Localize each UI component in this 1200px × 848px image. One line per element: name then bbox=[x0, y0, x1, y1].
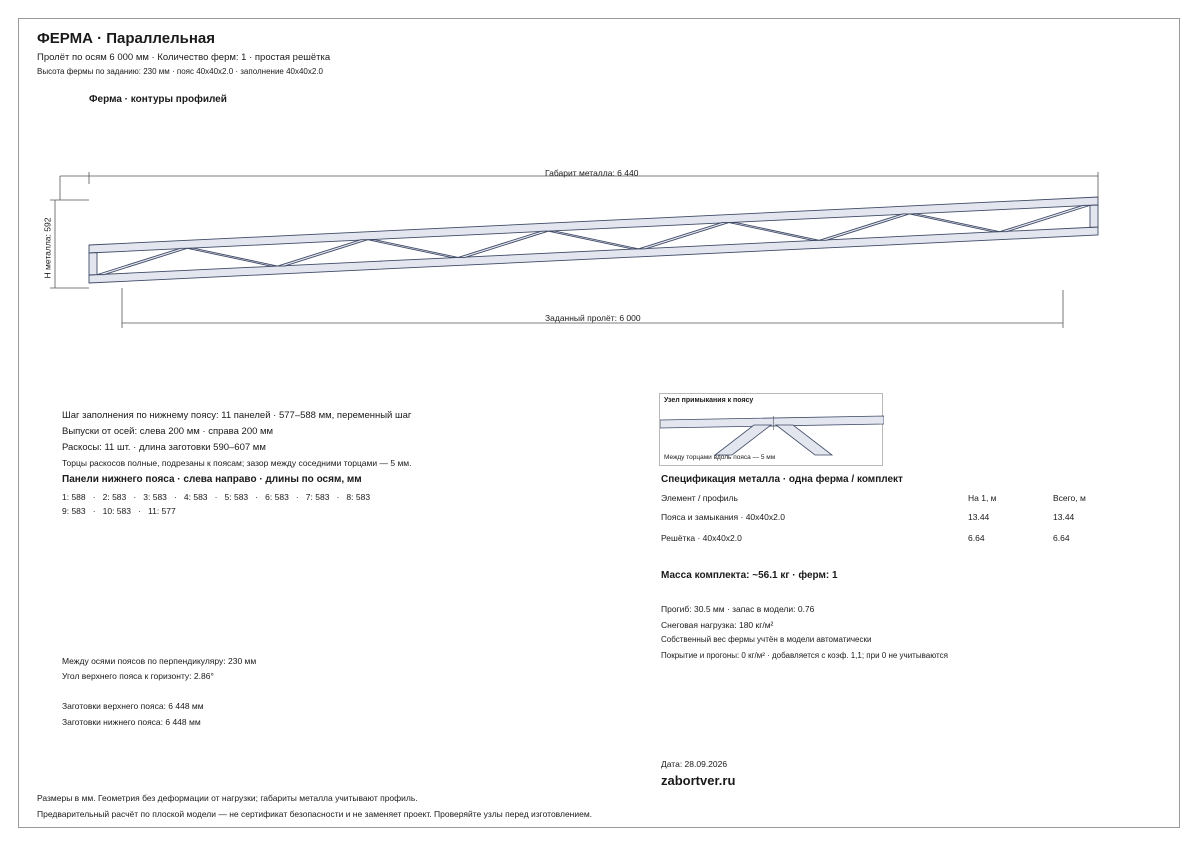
top-chord-blanks: Заготовки верхнего пояса: 6 448 мм bbox=[62, 701, 204, 711]
spec-title: Спецификация металла · одна ферма / комплект bbox=[661, 474, 903, 485]
right-end-post bbox=[1090, 205, 1098, 227]
load-line-4: Покрытие и прогоны: 0 кг/м² · добавляется с коэф. 1,1; при 0 не учитываются bbox=[661, 651, 948, 660]
footer-note-2: Предварительный расчёт по плоской модели — не сертификат безопасности и не заменяет проект. Проверяйте узлы перед изготовлением. bbox=[37, 809, 593, 819]
header-line-1: Пролёт по осям 6 000 мм · Количество ферм: 1 · простая решётка bbox=[37, 52, 331, 63]
load-line-2: Снеговая нагрузка: 180 кг/м² bbox=[661, 620, 774, 630]
top-chord bbox=[89, 197, 1098, 253]
spec-row-lattice-name: Решётка · 40х40х2.0 bbox=[661, 533, 742, 543]
kit-mass: Масса комплекта: ~56.1 кг · ферм: 1 bbox=[661, 570, 838, 581]
bottom-chord-blanks: Заготовки нижнего пояса: 6 448 мм bbox=[62, 717, 201, 727]
panels-row-1: 1: 588 · 2: 583 · 3: 583 · 4: 583 · 5: 583 · 6: 583 · 7: 583 · 8: 583 bbox=[62, 492, 371, 502]
header-line-2: Высота фермы по заданию: 230 мм · пояс 40х40х2.0 · заполнение 40х40х2.0 bbox=[37, 67, 323, 76]
site-name: zabortver.ru bbox=[661, 773, 736, 788]
info-line-4: Торцы раскосов полные, подрезаны к поясам; зазор между соседними торцами — 5 мм. bbox=[62, 458, 412, 468]
left-end-post bbox=[89, 253, 97, 275]
overall-dimension-label: Габарит металла: 6 440 bbox=[545, 168, 639, 178]
info-line-1: Шаг заполнения по нижнему поясу: 11 панелей · 577–588 мм, переменный шаг bbox=[62, 410, 412, 421]
lattice-diagonal-6 bbox=[548, 231, 638, 249]
lattice-diagonal-10 bbox=[909, 214, 999, 232]
info-line-3: Раскосы: 11 шт. · длина заготовки 590–607 мм bbox=[62, 442, 266, 453]
bottom-chord bbox=[89, 227, 1098, 283]
panels-row-2: 9: 583 · 10: 583 · 11: 577 bbox=[62, 506, 176, 516]
height-dimension-label: Н металла: 592 bbox=[42, 217, 53, 279]
spec-row-chords-per-one: 13.44 bbox=[968, 512, 990, 522]
page-title: ФЕРМА · Параллельная bbox=[37, 30, 216, 47]
lattice-diagonal-2 bbox=[187, 248, 277, 266]
load-line-1: Прогиб: 30.5 мм · запас в модели: 0.76 bbox=[661, 604, 815, 614]
panels-title: Панели нижнего пояса · слева направо · длины по осям, мм bbox=[62, 474, 362, 485]
spec-row-chords-name: Пояса и замыкания · 40х40х2.0 bbox=[661, 512, 785, 522]
top-chord-angle: Угол верхнего пояса к горизонту: 2.86° bbox=[62, 671, 214, 681]
dimension-lines bbox=[50, 172, 1098, 328]
lattice-diagonal-8 bbox=[729, 223, 819, 241]
spec-header-element: Элемент / профиль bbox=[661, 493, 738, 503]
node-detail-box bbox=[659, 393, 883, 466]
node-detail-caption: Между торцами вдоль пояса — 5 мм bbox=[664, 454, 776, 461]
info-line-2: Выпуски от осей: слева 200 мм · справа 200 мм bbox=[62, 426, 274, 437]
spec-row-lattice-per-one: 6.64 bbox=[968, 533, 985, 543]
node-detail-title: Узел примыкания к поясу bbox=[664, 397, 754, 404]
span-dimension-label: Заданный пролёт: 6 000 bbox=[545, 313, 641, 323]
load-line-3: Собственный вес фермы учтён в модели автоматически bbox=[661, 635, 872, 644]
drawing-section-title: Ферма · контуры профилей bbox=[89, 94, 227, 105]
footer-note-1: Размеры в мм. Геометрия без деформации от нагрузки; габариты металла учитывают профиль. bbox=[37, 793, 418, 803]
date-label: Дата: 28.09.2026 bbox=[661, 759, 728, 769]
spec-row-lattice-total: 6.64 bbox=[1053, 533, 1070, 543]
axis-distance: Между осями поясов по перпендикуляру: 230 мм bbox=[62, 656, 257, 666]
lattice-diagonal-4 bbox=[368, 240, 458, 258]
truss-profiles bbox=[89, 197, 1098, 283]
spec-header-per-one: На 1, м bbox=[968, 493, 997, 503]
spec-header-total: Всего, м bbox=[1053, 493, 1086, 503]
spec-row-chords-total: 13.44 bbox=[1053, 512, 1075, 522]
